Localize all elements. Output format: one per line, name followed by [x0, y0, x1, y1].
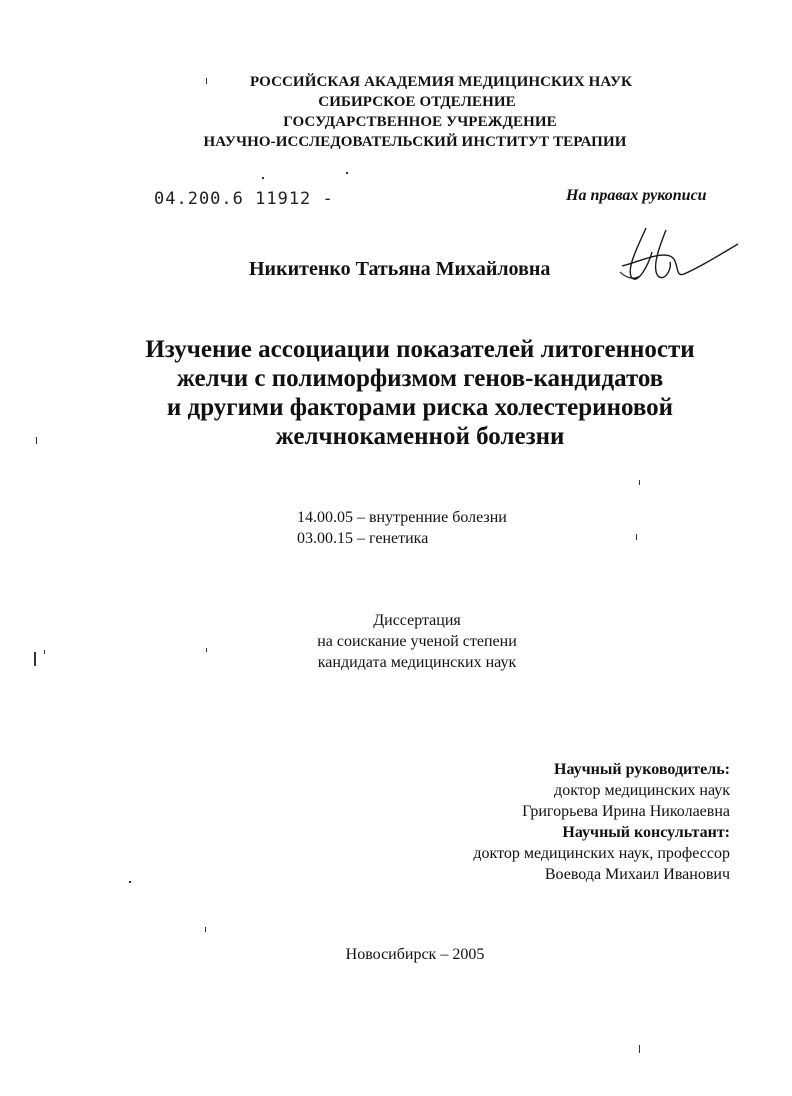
supervisor-title: доктор медицинских наук: [554, 782, 730, 799]
supervisor-label: Научный руководитель:: [554, 761, 730, 778]
scan-speck: [346, 172, 348, 174]
title-line-3: и другими факторами риска холестериновой: [166, 394, 674, 421]
scan-speck: [206, 648, 207, 652]
scan-speck: [639, 480, 640, 485]
rights-note: На правах рукописи: [566, 187, 707, 204]
scan-speck: [205, 927, 206, 932]
degree-line-purpose: на соискание ученой степени: [317, 633, 517, 650]
city-year: [0, 946, 792, 964]
consultant-name: Воевода Михаил Иванович: [544, 866, 730, 883]
consultant-title: доктор медицинских наук, профессор: [473, 845, 730, 862]
specialty-genetics: 03.00.15 – генетика: [297, 530, 429, 547]
header-line-institution-type: ГОСУДАРСТВЕННОЕ УЧРЕЖДЕНИЕ: [283, 114, 557, 130]
scan-speck: [34, 652, 36, 666]
scan-speck: [44, 650, 45, 654]
degree-line-dissertation: Диссертация: [373, 612, 461, 629]
scan-speck: [636, 534, 637, 540]
header-line-academy: РОССИЙСКАЯ АКАДЕМИЯ МЕДИЦИНСКИХ НАУК: [249, 74, 633, 90]
degree-statement: [0, 610, 792, 673]
header-line-institute: НАУЧНО-ИССЛЕДОВАТЕЛЬСКИЙ ИНСТИТУТ ТЕРАПИИ: [203, 134, 627, 150]
institution-header: [0, 72, 792, 152]
scan-speck: [262, 177, 264, 179]
degree-line-candidate: кандидата медицинских наук: [317, 654, 517, 671]
scan-speck: [129, 881, 131, 883]
supervisor-name: Григорьева Ирина Николаевна: [522, 803, 730, 820]
consultant-label: Научный консультант:: [562, 824, 730, 841]
scan-speck: [639, 1045, 640, 1053]
scan-speck: [206, 78, 207, 84]
header-line-branch: СИБИРСКОЕ ОТДЕЛЕНИЕ: [318, 94, 516, 110]
author-name: Никитенко Татьяна Михайловна: [249, 258, 551, 280]
title-line-2: желчи с полиморфизмом генов-кандидатов: [176, 365, 664, 392]
specialty-internal-diseases: 14.00.05 – внутренние болезни: [297, 509, 507, 526]
dissertation-title: [0, 335, 792, 451]
registration-stamp-number: 04.200.6 11912 -: [154, 189, 334, 209]
city-year-text: Новосибирск – 2005: [345, 946, 485, 963]
specialty-codes: [297, 507, 507, 549]
scan-speck: [36, 437, 37, 444]
advisors-block: [473, 759, 730, 885]
handwritten-signature: [618, 222, 742, 290]
title-line-1: Изучение ассоциации показателей литогенности: [145, 336, 695, 363]
title-line-4: желчнокаменной болезни: [275, 423, 565, 450]
